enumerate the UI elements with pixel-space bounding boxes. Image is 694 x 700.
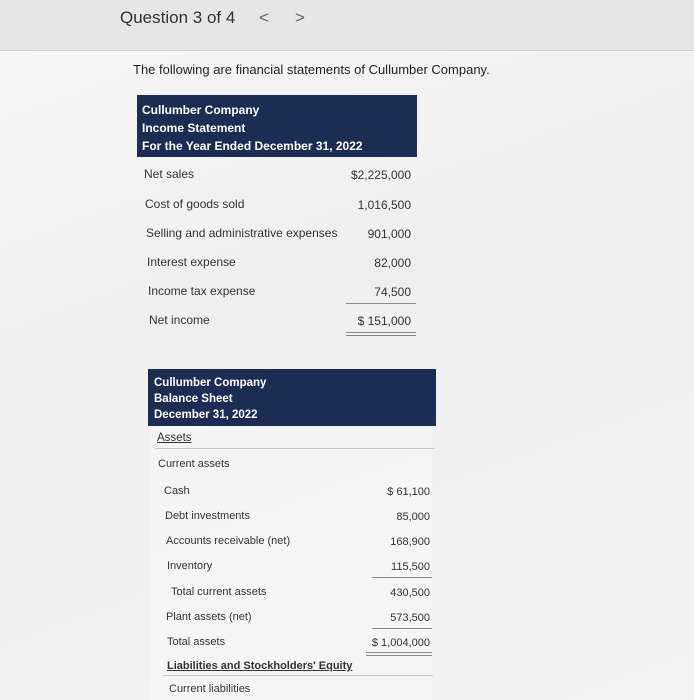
income-statement-period: For the Year Ended December 31, 2022 — [142, 139, 363, 153]
balance-row-label: Accounts receivable (net) — [166, 535, 291, 547]
liabilities-heading: Liabilities and Stockholders' Equity — [167, 660, 353, 672]
subtotal-rule — [372, 628, 432, 629]
section-divider — [163, 675, 433, 676]
income-statement-header — [137, 95, 417, 157]
income-statement-title: Income Statement — [142, 121, 246, 135]
balance-row-value: 168,900 — [390, 536, 430, 548]
balance-row-value: $ 61,100 — [387, 486, 430, 498]
total-double-rule-top — [366, 652, 432, 653]
income-statement-company: Cullumber Company — [142, 103, 260, 117]
next-question-button[interactable]: > — [295, 8, 305, 27]
income-row-value: 74,500 — [374, 285, 411, 299]
balance-row-value: 430,500 — [390, 587, 430, 599]
balance-row-value: 573,500 — [390, 612, 430, 624]
balance-sheet-company: Cullumber Company — [154, 377, 267, 389]
income-row-value: $ 151,000 — [357, 314, 411, 328]
total-double-rule-bottom — [346, 335, 416, 336]
balance-row-label: Total assets — [167, 636, 226, 648]
previous-question-button[interactable]: < — [259, 8, 269, 27]
income-row-value: 1,016,500 — [357, 198, 411, 212]
balance-row-label: Debt investments — [165, 510, 250, 522]
balance-row-label: Cash — [164, 485, 190, 497]
income-row-value: $2,225,000 — [350, 168, 411, 182]
income-row-label: Selling and administrative expenses — [146, 226, 338, 240]
balance-sheet-header — [148, 369, 436, 426]
income-row-label: Income tax expense — [148, 284, 256, 298]
subtotal-rule — [346, 303, 416, 304]
balance-row-label: Total current assets — [171, 586, 267, 598]
question-header — [0, 0, 694, 51]
total-double-rule-top — [346, 332, 416, 333]
assets-heading: Assets — [157, 432, 192, 444]
income-row-value: 901,000 — [367, 227, 411, 241]
question-counter: Question 3 of 4 — [120, 8, 236, 27]
balance-row-value: 85,000 — [396, 511, 430, 523]
balance-row-value: $ 1,004,000 — [371, 637, 430, 649]
balance-row-label: Inventory — [167, 560, 213, 572]
question-content — [0, 51, 694, 700]
current-assets-label: Current assets — [158, 458, 230, 470]
balance-row-label: Plant assets (net) — [166, 611, 252, 623]
income-row-label: Cost of goods sold — [145, 197, 245, 211]
income-row-value: 82,000 — [374, 256, 411, 270]
balance-sheet-title: Balance Sheet — [154, 393, 233, 405]
subtotal-rule — [372, 577, 432, 578]
income-row-label: Net sales — [144, 167, 195, 181]
income-row-label: Interest expense — [147, 255, 236, 269]
balance-row-value: 115,500 — [391, 561, 430, 573]
question-intro-text: The following are financial statements of Cullumber Company. — [133, 62, 490, 77]
income-row-label: Net income — [149, 313, 210, 327]
total-double-rule-bottom — [366, 655, 432, 656]
section-divider — [155, 448, 435, 449]
current-liabilities-label: Current liabilities — [169, 683, 251, 695]
balance-sheet-date: December 31, 2022 — [154, 409, 258, 421]
